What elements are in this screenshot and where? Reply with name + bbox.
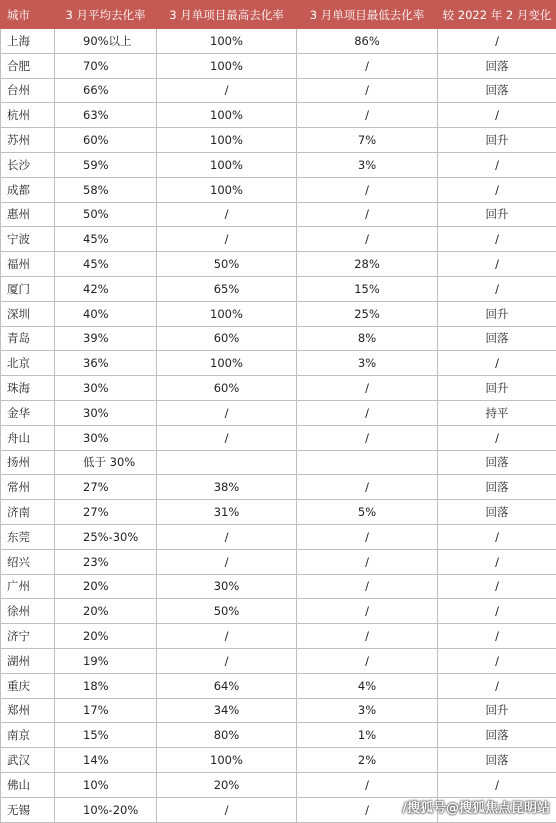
change-cell: / <box>438 276 556 301</box>
city-cell: 长沙 <box>1 152 55 177</box>
change-cell: / <box>438 772 556 797</box>
table-row <box>1 252 556 277</box>
table-row <box>1 772 556 797</box>
min-rate-cell: / <box>297 103 438 128</box>
change-cell: / <box>438 524 556 549</box>
min-rate-cell: / <box>297 425 438 450</box>
table-row <box>1 648 556 673</box>
avg-rate-cell: 50% <box>55 202 157 227</box>
city-cell: 武汉 <box>1 748 55 773</box>
city-cell: 北京 <box>1 351 55 376</box>
change-cell: 回升 <box>438 128 556 153</box>
table-row <box>1 78 556 103</box>
city-cell: 青岛 <box>1 326 55 351</box>
change-cell: 回落 <box>438 475 556 500</box>
city-cell: 苏州 <box>1 128 55 153</box>
table-row <box>1 400 556 425</box>
change-cell: 回升 <box>438 698 556 723</box>
change-cell: 回落 <box>438 450 556 475</box>
avg-rate-cell: 10% <box>55 772 157 797</box>
city-cell: 徐州 <box>1 599 55 624</box>
change-cell: / <box>438 425 556 450</box>
avg-rate-cell: 19% <box>55 648 157 673</box>
avg-rate-cell: 39% <box>55 326 157 351</box>
avg-rate-cell: 23% <box>55 549 157 574</box>
max-rate-cell <box>157 450 297 475</box>
avg-rate-cell: 20% <box>55 599 157 624</box>
max-rate-cell: / <box>157 624 297 649</box>
max-rate-cell: 80% <box>157 723 297 748</box>
change-cell: / <box>438 673 556 698</box>
change-cell: / <box>438 549 556 574</box>
avg-rate-cell: 25%-30% <box>55 524 157 549</box>
min-rate-cell: / <box>297 772 438 797</box>
max-rate-cell: / <box>157 78 297 103</box>
avg-rate-cell: 58% <box>55 177 157 202</box>
city-cell: 惠州 <box>1 202 55 227</box>
table-row <box>1 227 556 252</box>
max-rate-cell: 64% <box>157 673 297 698</box>
change-cell: 回落 <box>438 500 556 525</box>
max-rate-cell: 34% <box>157 698 297 723</box>
change-cell: / <box>438 648 556 673</box>
min-rate-cell: / <box>297 202 438 227</box>
table-header <box>1 1 556 29</box>
min-rate-cell: / <box>297 400 438 425</box>
max-rate-cell: / <box>157 797 297 822</box>
city-cell: 南京 <box>1 723 55 748</box>
city-cell: 无锡 <box>1 797 55 822</box>
city-cell: 厦门 <box>1 276 55 301</box>
city-cell: 广州 <box>1 574 55 599</box>
city-cell: 常州 <box>1 475 55 500</box>
avg-rate-cell: 27% <box>55 475 157 500</box>
min-rate-cell: 3% <box>297 351 438 376</box>
table-row <box>1 103 556 128</box>
max-rate-cell: / <box>157 227 297 252</box>
table-row <box>1 425 556 450</box>
city-cell: 上海 <box>1 29 55 54</box>
min-rate-cell: 86% <box>297 29 438 54</box>
max-rate-cell: / <box>157 202 297 227</box>
avg-rate-cell: 60% <box>55 128 157 153</box>
min-rate-cell: / <box>297 53 438 78</box>
min-rate-cell: 8% <box>297 326 438 351</box>
avg-rate-cell: 40% <box>55 301 157 326</box>
table-row <box>1 128 556 153</box>
change-cell: 回落 <box>438 748 556 773</box>
max-rate-cell: 100% <box>157 351 297 376</box>
city-cell: 深圳 <box>1 301 55 326</box>
table-row <box>1 301 556 326</box>
city-cell: 绍兴 <box>1 549 55 574</box>
table-row <box>1 748 556 773</box>
change-cell: 回升 <box>438 376 556 401</box>
min-rate-cell: 4% <box>297 673 438 698</box>
change-cell: / <box>438 252 556 277</box>
avg-rate-cell: 70% <box>55 53 157 78</box>
min-rate-cell: 25% <box>297 301 438 326</box>
city-cell: 杭州 <box>1 103 55 128</box>
min-rate-cell: 3% <box>297 698 438 723</box>
min-rate-cell: 7% <box>297 128 438 153</box>
avg-rate-cell: 63% <box>55 103 157 128</box>
change-cell: 回升 <box>438 301 556 326</box>
table-row <box>1 202 556 227</box>
avg-rate-cell: 42% <box>55 276 157 301</box>
table-row <box>1 673 556 698</box>
max-rate-cell: 20% <box>157 772 297 797</box>
avg-rate-cell: 27% <box>55 500 157 525</box>
max-rate-cell: 31% <box>157 500 297 525</box>
min-rate-cell: / <box>297 376 438 401</box>
min-rate-cell: / <box>297 524 438 549</box>
table-row <box>1 152 556 177</box>
max-rate-cell: 50% <box>157 252 297 277</box>
max-rate-cell: 30% <box>157 574 297 599</box>
max-rate-cell: 100% <box>157 177 297 202</box>
table-row <box>1 698 556 723</box>
table-body <box>1 29 556 823</box>
min-rate-cell: / <box>297 574 438 599</box>
change-cell: / <box>438 103 556 128</box>
max-rate-cell: 100% <box>157 152 297 177</box>
change-cell: 回落 <box>438 723 556 748</box>
header-avg-rate: 3 月平均去化率 <box>55 1 157 29</box>
table-row <box>1 376 556 401</box>
min-rate-cell: 15% <box>297 276 438 301</box>
table-row <box>1 524 556 549</box>
max-rate-cell: / <box>157 549 297 574</box>
max-rate-cell: 100% <box>157 748 297 773</box>
table-row <box>1 549 556 574</box>
watermark-text: /搜狐号@搜狐焦点昆明站 <box>402 797 550 816</box>
city-cell: 济宁 <box>1 624 55 649</box>
max-rate-cell: 100% <box>157 29 297 54</box>
table-row <box>1 475 556 500</box>
table-row <box>1 723 556 748</box>
max-rate-cell: 100% <box>157 53 297 78</box>
change-cell: / <box>438 624 556 649</box>
change-cell: / <box>438 227 556 252</box>
min-rate-cell: 3% <box>297 152 438 177</box>
min-rate-cell: 2% <box>297 748 438 773</box>
city-cell: 舟山 <box>1 425 55 450</box>
table-row <box>1 29 556 54</box>
change-cell: / <box>438 574 556 599</box>
city-cell: 合肥 <box>1 53 55 78</box>
avg-rate-cell: 10%-20% <box>55 797 157 822</box>
max-rate-cell: 100% <box>157 128 297 153</box>
max-rate-cell: / <box>157 524 297 549</box>
avg-rate-cell: 90%以上 <box>55 29 157 54</box>
table-row <box>1 177 556 202</box>
table-row <box>1 574 556 599</box>
max-rate-cell: 50% <box>157 599 297 624</box>
city-cell: 福州 <box>1 252 55 277</box>
city-cell: 佛山 <box>1 772 55 797</box>
avg-rate-cell: 30% <box>55 376 157 401</box>
min-rate-cell: / <box>297 177 438 202</box>
change-cell: / <box>438 29 556 54</box>
change-cell: 回落 <box>438 78 556 103</box>
min-rate-cell: / <box>297 648 438 673</box>
min-rate-cell: / <box>297 624 438 649</box>
table-row <box>1 53 556 78</box>
max-rate-cell: / <box>157 400 297 425</box>
change-cell: 回落 <box>438 53 556 78</box>
table-row <box>1 624 556 649</box>
avg-rate-cell: 30% <box>55 425 157 450</box>
min-rate-cell: 1% <box>297 723 438 748</box>
city-cell: 台州 <box>1 78 55 103</box>
city-cell: 珠海 <box>1 376 55 401</box>
city-cell: 东莞 <box>1 524 55 549</box>
header-max-rate: 3 月单项目最高去化率 <box>157 1 297 29</box>
avg-rate-cell: 45% <box>55 227 157 252</box>
avg-rate-cell: 30% <box>55 400 157 425</box>
change-cell: / <box>438 177 556 202</box>
city-cell: 成都 <box>1 177 55 202</box>
avg-rate-cell: 低于 30% <box>55 450 157 475</box>
min-rate-cell: 28% <box>297 252 438 277</box>
min-rate-cell: / <box>297 227 438 252</box>
city-cell: 湖州 <box>1 648 55 673</box>
max-rate-cell: / <box>157 425 297 450</box>
city-cell: 宁波 <box>1 227 55 252</box>
min-rate-cell: / <box>297 599 438 624</box>
change-cell: 持平 <box>438 400 556 425</box>
avg-rate-cell: 66% <box>55 78 157 103</box>
header-min-rate: 3 月单项目最低去化率 <box>297 1 438 29</box>
max-rate-cell: / <box>157 648 297 673</box>
table-row <box>1 276 556 301</box>
avg-rate-cell: 20% <box>55 624 157 649</box>
avg-rate-cell: 17% <box>55 698 157 723</box>
max-rate-cell: 60% <box>157 326 297 351</box>
min-rate-cell: / <box>297 475 438 500</box>
max-rate-cell: 100% <box>157 301 297 326</box>
avg-rate-cell: 18% <box>55 673 157 698</box>
max-rate-cell: 65% <box>157 276 297 301</box>
change-cell: 回落 <box>438 326 556 351</box>
change-cell: / <box>438 152 556 177</box>
min-rate-cell: / <box>297 797 438 822</box>
city-cell: 扬州 <box>1 450 55 475</box>
table-row <box>1 500 556 525</box>
header-row <box>1 1 556 29</box>
min-rate-cell: 5% <box>297 500 438 525</box>
max-rate-cell: 38% <box>157 475 297 500</box>
header-change: 较 2022 年 2 月变化 <box>438 1 556 29</box>
change-cell: 回升 <box>438 202 556 227</box>
avg-rate-cell: 20% <box>55 574 157 599</box>
min-rate-cell: / <box>297 549 438 574</box>
min-rate-cell <box>297 450 438 475</box>
avg-rate-cell: 15% <box>55 723 157 748</box>
avg-rate-cell: 36% <box>55 351 157 376</box>
change-cell: / <box>438 599 556 624</box>
city-cell: 重庆 <box>1 673 55 698</box>
max-rate-cell: 60% <box>157 376 297 401</box>
city-cell: 郑州 <box>1 698 55 723</box>
header-city: 城市 <box>1 1 55 29</box>
avg-rate-cell: 14% <box>55 748 157 773</box>
table-row <box>1 599 556 624</box>
max-rate-cell: 100% <box>157 103 297 128</box>
table-row <box>1 351 556 376</box>
avg-rate-cell: 45% <box>55 252 157 277</box>
min-rate-cell: / <box>297 78 438 103</box>
table-row <box>1 326 556 351</box>
city-cell: 济南 <box>1 500 55 525</box>
change-cell: / <box>438 351 556 376</box>
avg-rate-cell: 59% <box>55 152 157 177</box>
city-cell: 金华 <box>1 400 55 425</box>
table-row <box>1 450 556 475</box>
